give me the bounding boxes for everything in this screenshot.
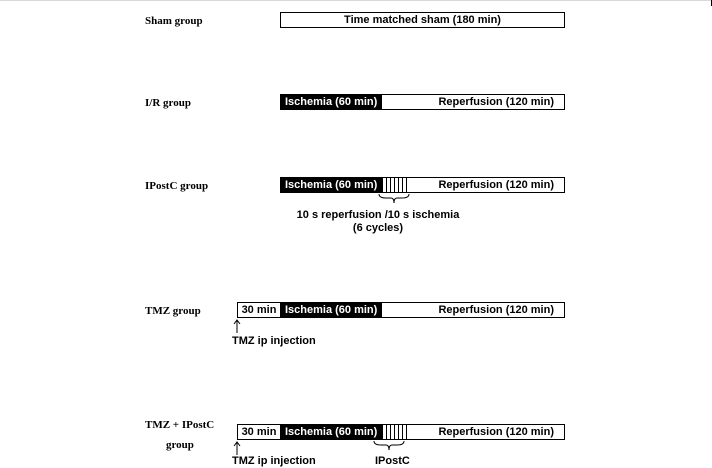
tmz-ipostc-ipostc-note: IPostC xyxy=(375,455,410,467)
ipostc-cycle-note-line1: 10 s reperfusion /10 s ischemia xyxy=(296,209,460,221)
ir-reperfusion-segment: Reperfusion (120 min) xyxy=(382,95,564,109)
ipostc-brace xyxy=(378,193,410,205)
sham-timeline-bar xyxy=(280,12,565,28)
top-border xyxy=(0,0,712,1)
tmz-ipostc-group-label-line2: group xyxy=(166,439,194,451)
ipostc-group-label: IPostC group xyxy=(145,180,209,192)
ir-ischemia-segment: Ischemia (60 min) xyxy=(281,95,382,109)
ipostc-cycle-note-line2: (6 cycles) xyxy=(352,222,404,234)
tmz-pre-segment: 30 min xyxy=(238,303,281,317)
tmz-ipostc-injection-note: TMZ ip injection xyxy=(232,455,316,467)
sham-segment: Time matched sham (180 min) xyxy=(281,13,564,27)
tmz-ipostc-ischemia-segment: Ischemia (60 min) xyxy=(281,425,382,439)
sham-group-label: Sham group xyxy=(145,15,203,27)
tmz-timeline-bar xyxy=(237,302,565,318)
tmz-ischemia-segment: Ischemia (60 min) xyxy=(281,303,382,317)
tmz-injection-arrow-icon xyxy=(233,319,241,333)
tmz-injection-note: TMZ ip injection xyxy=(232,335,316,347)
ipostc-ischemia-segment: Ischemia (60 min) xyxy=(281,178,382,192)
ipostc-reperfusion-segment: Reperfusion (120 min) xyxy=(408,178,564,192)
tmz-ipostc-group-label-line1: TMZ + IPostC xyxy=(145,419,215,431)
ipostc-cycles-stripes xyxy=(382,178,408,192)
ir-timeline-bar xyxy=(280,94,565,110)
tmz-ipostc-brace xyxy=(373,440,405,452)
ir-group-label: I/R group xyxy=(145,97,191,109)
tmz-ipostc-pre-segment: 30 min xyxy=(238,425,281,439)
ipostc-timeline-bar xyxy=(280,177,565,193)
tmz-ipostc-timeline-bar xyxy=(237,424,565,440)
tmz-ipostc-reperfusion-segment: Reperfusion (120 min) xyxy=(408,425,564,439)
tmz-reperfusion-segment: Reperfusion (120 min) xyxy=(382,303,564,317)
tmz-group-label: TMZ group xyxy=(145,305,201,317)
tmz-ipostc-cycles-stripes xyxy=(382,425,408,439)
tmz-ipostc-injection-arrow-icon xyxy=(233,441,241,455)
